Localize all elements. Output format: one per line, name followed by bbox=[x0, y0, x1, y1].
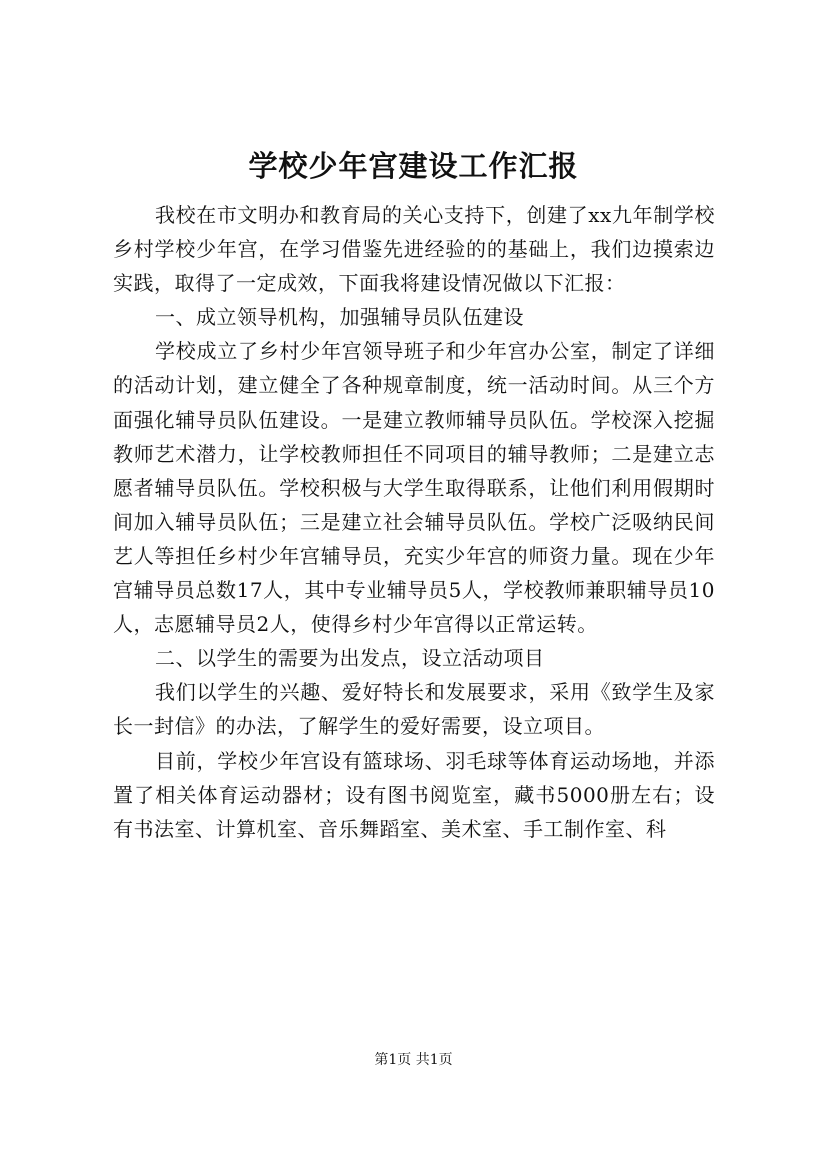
document-body bbox=[113, 198, 715, 846]
section-heading-1: 一、成立领导机构，加强辅导员队伍建设 bbox=[155, 305, 524, 330]
paragraph-intro: 我校在市文明办和教育局的关心支持下，创建了xx九年制学校乡村学校少年宫，在学习借鉴先进经验的的基础上，我们边摸索边实践，取得了一定成效，下面我将建设情况做以下汇报： bbox=[113, 203, 715, 296]
section-heading-2: 二、以学生的需要为出发点，设立活动项目 bbox=[155, 646, 545, 671]
paragraph-section-1: 学校成立了乡村少年宫领导班子和少年宫办公室，制定了详细的活动计划，建立健全了各种规章制度，统一活动时间。从三个方面强化辅导员队伍建设。一是建立教师辅导员队伍。学校深入挖掘教师艺术潜力，让学校教师担任不同项目的辅导教师；二是建立志愿者辅导员队伍。学校积极与大学生取得联系，让他们利用假期时间加入辅导员队伍；三是建立社会辅导员队伍。学校广泛吸纳民间艺人等担任乡村少年宫辅导员，充实少年宫的师资力量。现在少年宫辅导员总数17人，其中专业辅导员5人，学校教师兼职辅导员10人，志愿辅导员2人，使得乡村少年宫得以正常运转。 bbox=[113, 339, 715, 637]
paragraph-section-2a: 我们以学生的兴趣、爱好特长和发展要求，采用《致学生及家长一封信》的办法，了解学生的爱好需要，设立项目。 bbox=[113, 680, 715, 739]
page-number-footer: 第1页 共1页 bbox=[374, 1052, 453, 1068]
document-title: 学校少年宫建设工作汇报 bbox=[248, 149, 579, 183]
paragraph-section-2b: 目前，学校少年宫设有篮球场、羽毛球等体育运动场地，并添置了相关体育运动器材；设有图书阅览室，藏书5000册左右；设有书法室、计算机室、音乐舞蹈室、美术室、手工制作室、科 bbox=[113, 748, 715, 841]
